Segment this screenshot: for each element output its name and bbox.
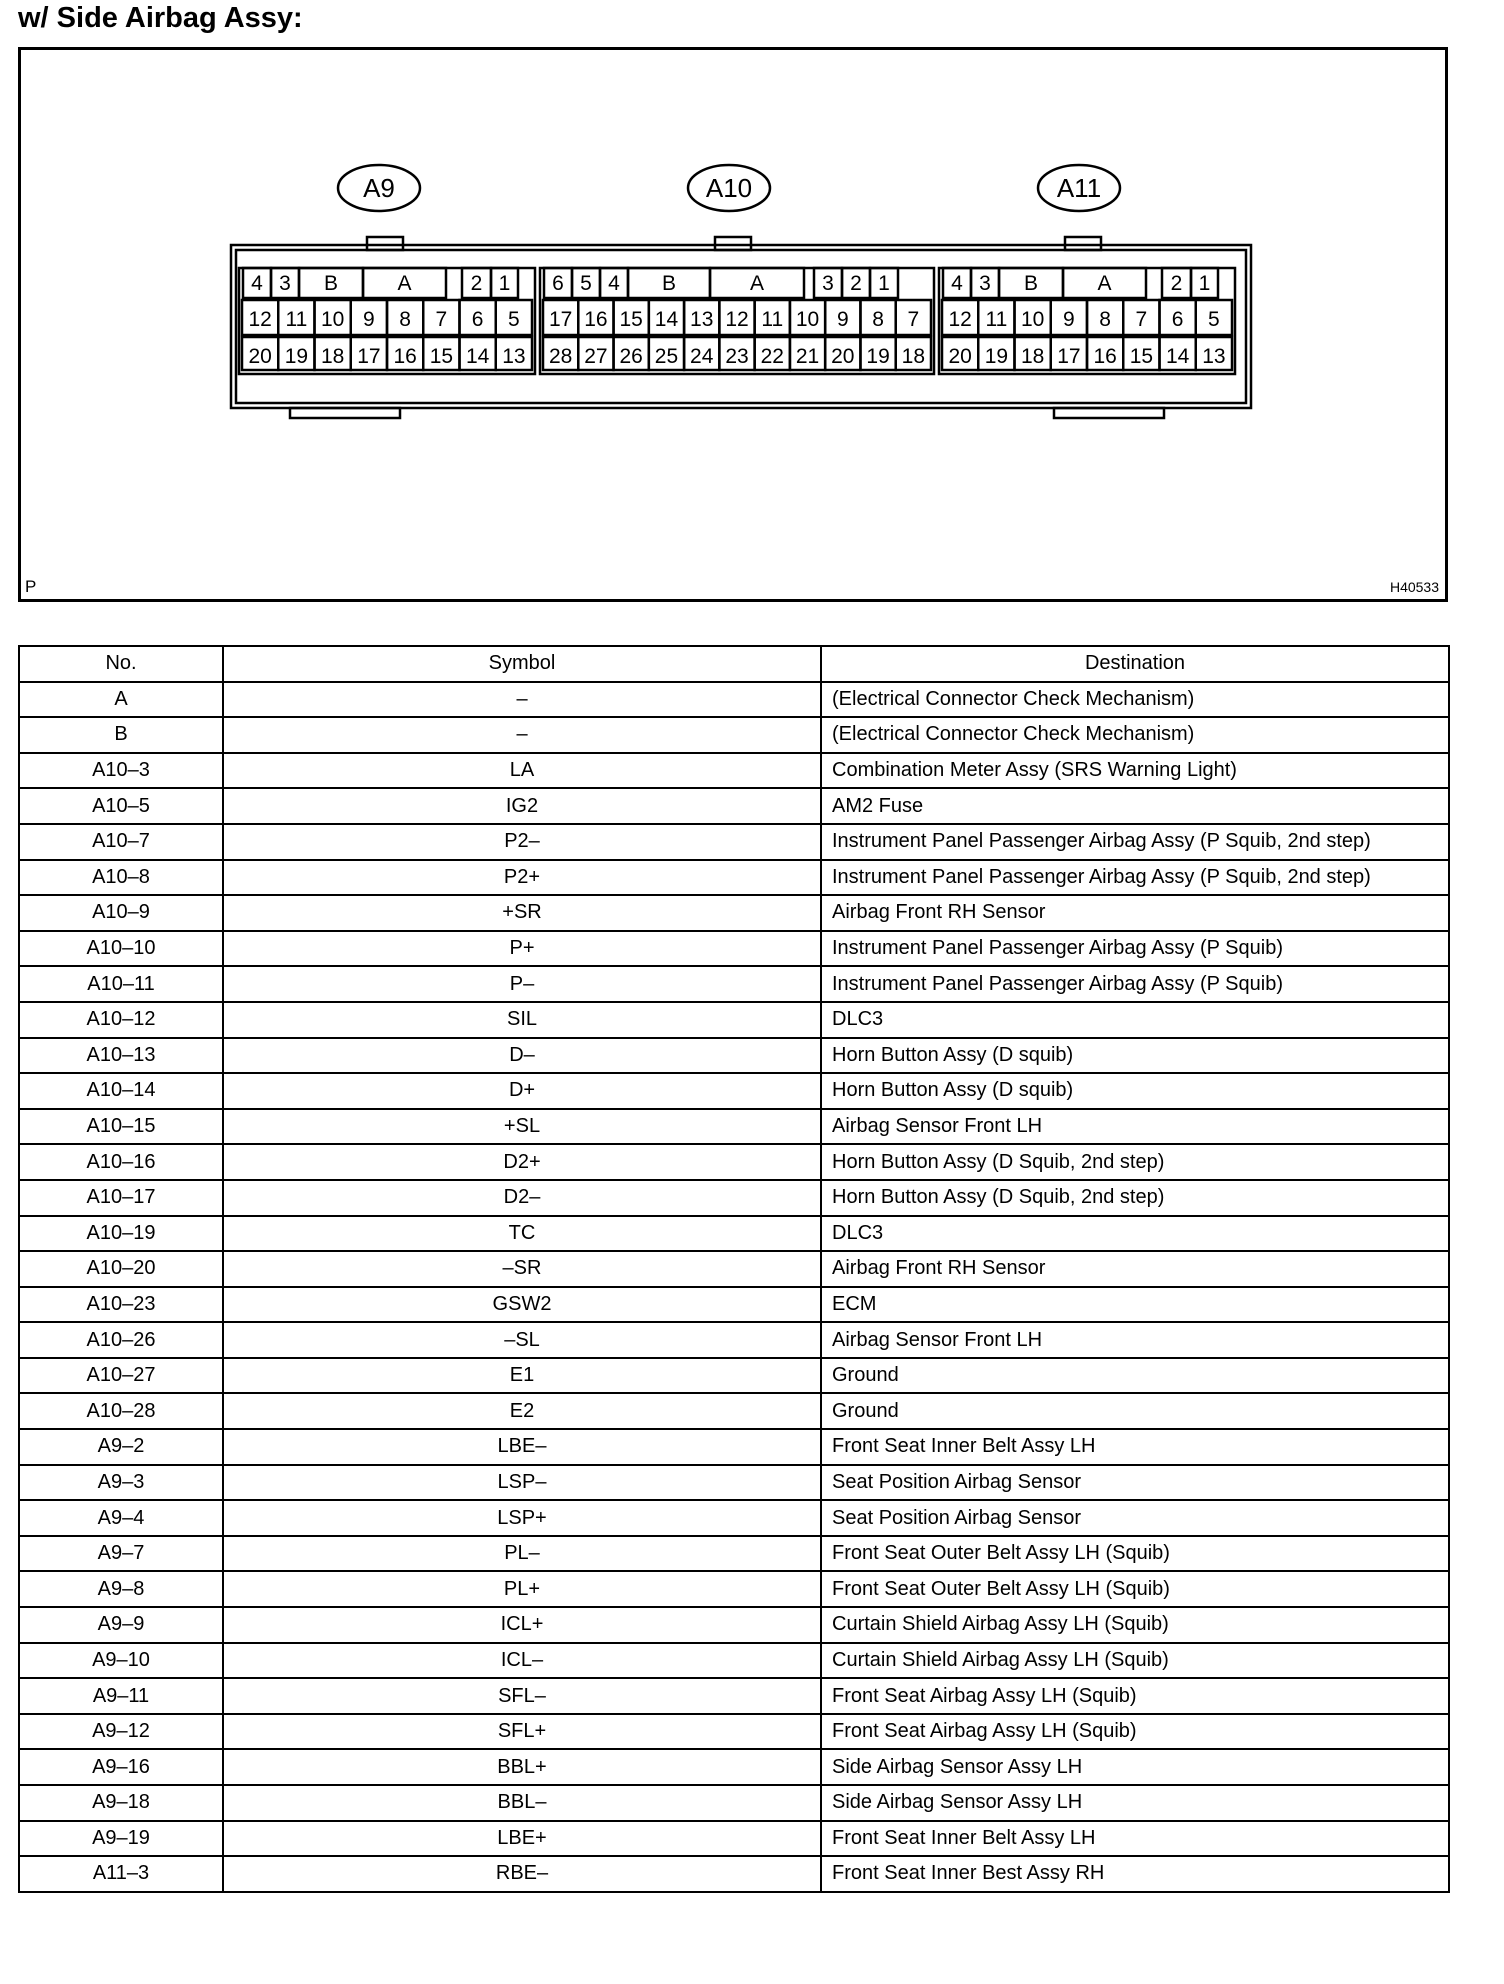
table-row: [19, 1500, 1449, 1536]
table-row: [19, 1322, 1449, 1358]
table-row: [19, 1607, 1449, 1643]
cell-symbol: P2–: [223, 824, 821, 860]
connector-bottom-tab: [290, 408, 400, 418]
table-row: [19, 1038, 1449, 1074]
table-row: [19, 1536, 1449, 1572]
table-row: [19, 1785, 1449, 1821]
cell-destination: Front Seat Inner Best Assy RH: [821, 1856, 1449, 1892]
cell-symbol: BBL–: [223, 1785, 821, 1821]
cell-symbol: E1: [223, 1358, 821, 1394]
table-row: [19, 682, 1449, 718]
cell-symbol: ICL+: [223, 1607, 821, 1643]
cell-destination: Airbag Front RH Sensor: [821, 1251, 1449, 1287]
cell-symbol: RBE–: [223, 1856, 821, 1892]
cell-destination: Horn Button Assy (D Squib, 2nd step): [821, 1180, 1449, 1216]
connector-badge-label: A11: [1056, 173, 1102, 203]
pin-label: 1: [1198, 272, 1211, 295]
cell-symbol: –: [223, 682, 821, 718]
pin-label: 3: [822, 272, 834, 295]
pin-label: 17: [548, 308, 573, 331]
cell-destination: DLC3: [821, 1002, 1449, 1038]
cell-destination: Front Seat Inner Belt Assy LH: [821, 1821, 1449, 1857]
table-row: [19, 1216, 1449, 1252]
cell-destination: Front Seat Airbag Assy LH (Squib): [821, 1714, 1449, 1750]
cell-symbol: –SL: [223, 1322, 821, 1358]
pin-label: 6: [471, 308, 484, 331]
pin-label: 26: [619, 345, 643, 368]
table-row: [19, 788, 1449, 824]
pin-label: 11: [761, 308, 784, 331]
cell-no: A10–27: [19, 1358, 223, 1394]
pin-label: 9: [836, 308, 849, 331]
cell-destination: Instrument Panel Passenger Airbag Assy (P Squib): [821, 966, 1449, 1002]
cell-no: A10–16: [19, 1144, 223, 1180]
table-row: [19, 1287, 1449, 1323]
connector-latch: [367, 237, 403, 250]
pin-label: 8: [1099, 308, 1111, 331]
pin-label: A: [749, 272, 765, 295]
cell-no: A10–26: [19, 1322, 223, 1358]
pin-label: 18: [1020, 345, 1045, 368]
pin-label: 8: [872, 308, 884, 331]
table-row: [19, 824, 1449, 860]
pin-label: 8: [399, 308, 411, 331]
table-row: [19, 717, 1449, 753]
table-row: [19, 860, 1449, 896]
cell-symbol: ICL–: [223, 1643, 821, 1679]
cell-no: A10–15: [19, 1109, 223, 1145]
pin-label: 5: [508, 308, 520, 331]
connector-latch: [715, 237, 751, 250]
cell-no: A9–4: [19, 1500, 223, 1536]
pin-label: 11: [285, 308, 308, 331]
cell-no: A10–19: [19, 1216, 223, 1252]
pin-label: 25: [654, 345, 679, 368]
pin-label: 7: [1135, 308, 1148, 331]
cell-symbol: D–: [223, 1038, 821, 1074]
cell-symbol: PL–: [223, 1536, 821, 1572]
pin-label: 16: [584, 308, 608, 331]
cell-no: A9–18: [19, 1785, 223, 1821]
cell-no: A: [19, 682, 223, 718]
cell-symbol: +SL: [223, 1109, 821, 1145]
cell-symbol: LA: [223, 753, 821, 789]
pin-label: 15: [619, 308, 643, 331]
table-row: [19, 1073, 1449, 1109]
pin-label: 19: [866, 345, 890, 368]
pin-label: 2: [470, 272, 483, 295]
cell-no: A9–7: [19, 1536, 223, 1572]
table-row: [19, 1002, 1449, 1038]
pin-label: 21: [795, 345, 820, 368]
cell-symbol: LSP+: [223, 1500, 821, 1536]
cell-destination: Front Seat Inner Belt Assy LH: [821, 1429, 1449, 1465]
pin-label: 15: [1129, 345, 1154, 368]
pin-label: 19: [984, 345, 1009, 368]
table-row: [19, 753, 1449, 789]
pin-label: 13: [502, 345, 526, 368]
cell-symbol: PL+: [223, 1571, 821, 1607]
cell-symbol: SIL: [223, 1002, 821, 1038]
table-row: [19, 1465, 1449, 1501]
pin-label: 4: [951, 272, 963, 295]
pin-label: 13: [1202, 345, 1226, 368]
pin-label: B: [323, 272, 339, 295]
pin-label: B: [661, 272, 677, 295]
table-row: [19, 1856, 1449, 1892]
cell-no: A9–12: [19, 1714, 223, 1750]
cell-symbol: TC: [223, 1216, 821, 1252]
table-row: [19, 966, 1449, 1002]
pin-label: 10: [795, 308, 820, 331]
cell-destination: Horn Button Assy (D squib): [821, 1038, 1449, 1074]
cell-symbol: P2+: [223, 860, 821, 896]
cell-destination: ECM: [821, 1287, 1449, 1323]
corner-label: P: [25, 577, 37, 596]
connector-badge-label: A10: [705, 173, 753, 203]
header-symbol: Symbol: [223, 646, 821, 682]
pin-label: 16: [1093, 345, 1117, 368]
cell-symbol: P+: [223, 931, 821, 967]
pin-label: 1: [878, 272, 890, 295]
cell-no: A10–28: [19, 1393, 223, 1429]
cell-destination: Side Airbag Sensor Assy LH: [821, 1749, 1449, 1785]
header-destination: Destination: [821, 646, 1449, 682]
cell-destination: Instrument Panel Passenger Airbag Assy (P Squib, 2nd step): [821, 824, 1449, 860]
pin-label: 7: [907, 308, 920, 331]
pin-label: 10: [1020, 308, 1045, 331]
cell-no: A9–3: [19, 1465, 223, 1501]
pin-label: 18: [901, 345, 926, 368]
cell-symbol: D2+: [223, 1144, 821, 1180]
pin-label: B: [1023, 272, 1039, 295]
table-row: [19, 1180, 1449, 1216]
pin-label: 3: [979, 272, 991, 295]
cell-destination: Front Seat Outer Belt Assy LH (Squib): [821, 1536, 1449, 1572]
cell-destination: (Electrical Connector Check Mechanism): [821, 682, 1449, 718]
pin-label: 17: [357, 345, 381, 368]
cell-symbol: D2–: [223, 1180, 821, 1216]
connector-latch: [1065, 237, 1101, 250]
cell-no: A10–9: [19, 895, 223, 931]
cell-destination: Seat Position Airbag Sensor: [821, 1500, 1449, 1536]
cell-destination: Seat Position Airbag Sensor: [821, 1465, 1449, 1501]
cell-no: A10–7: [19, 824, 223, 860]
pin-label: 22: [760, 345, 784, 368]
pin-label: 3: [279, 272, 291, 295]
cell-symbol: E2: [223, 1393, 821, 1429]
pin-label: A: [397, 272, 412, 295]
pin-label: 4: [608, 272, 620, 295]
table-row: [19, 1144, 1449, 1180]
connector-bottom-tab: [1054, 408, 1164, 418]
figure-id: H40533: [1389, 579, 1439, 595]
pin-label: 12: [948, 308, 972, 331]
pin-label: 6: [552, 272, 564, 295]
cell-destination: Airbag Sensor Front LH: [821, 1109, 1449, 1145]
cell-symbol: LBE–: [223, 1429, 821, 1465]
cell-destination: Airbag Front RH Sensor: [821, 895, 1449, 931]
cell-symbol: BBL+: [223, 1749, 821, 1785]
cell-destination: Curtain Shield Airbag Assy LH (Squib): [821, 1643, 1449, 1679]
cell-destination: Instrument Panel Passenger Airbag Assy (P Squib, 2nd step): [821, 860, 1449, 896]
cell-symbol: GSW2: [223, 1287, 821, 1323]
pin-label: 23: [725, 345, 749, 368]
connector-diagram: [18, 47, 1448, 602]
table-row: [19, 1251, 1449, 1287]
cell-no: A9–9: [19, 1607, 223, 1643]
connector-badge-label: A9: [363, 173, 395, 203]
cell-no: A9–10: [19, 1643, 223, 1679]
cell-destination: (Electrical Connector Check Mechanism): [821, 717, 1449, 753]
table-row: [19, 1393, 1449, 1429]
cell-no: A10–10: [19, 931, 223, 967]
table-row: [19, 1109, 1449, 1145]
cell-destination: Ground: [821, 1358, 1449, 1394]
pin-label: 20: [948, 345, 972, 368]
cell-no: A10–11: [19, 966, 223, 1002]
cell-destination: Curtain Shield Airbag Assy LH (Squib): [821, 1607, 1449, 1643]
pin-label: 20: [248, 345, 272, 368]
pin-label: 12: [725, 308, 749, 331]
cell-no: A10–17: [19, 1180, 223, 1216]
cell-symbol: P–: [223, 966, 821, 1002]
cell-symbol: LSP–: [223, 1465, 821, 1501]
cell-symbol: –: [223, 717, 821, 753]
pin-label: 14: [465, 345, 490, 368]
pin-label: 27: [584, 345, 608, 368]
pin-label: 5: [1208, 308, 1220, 331]
pin-label: 5: [580, 272, 592, 295]
connector-diagram-svg: [21, 50, 1445, 599]
table-row: [19, 1358, 1449, 1394]
cell-destination: Side Airbag Sensor Assy LH: [821, 1785, 1449, 1821]
pin-label: 1: [498, 272, 511, 295]
cell-symbol: –SR: [223, 1251, 821, 1287]
cell-no: A9–11: [19, 1678, 223, 1714]
cell-destination: Front Seat Airbag Assy LH (Squib): [821, 1678, 1449, 1714]
pin-label: 24: [690, 345, 714, 368]
cell-destination: Combination Meter Assy (SRS Warning Light): [821, 753, 1449, 789]
pin-label: 4: [251, 272, 263, 295]
cell-no: A9–19: [19, 1821, 223, 1857]
cell-destination: Ground: [821, 1393, 1449, 1429]
pin-label: 2: [1170, 272, 1183, 295]
pin-label: 18: [320, 345, 345, 368]
cell-no: A10–12: [19, 1002, 223, 1038]
table-row: [19, 1749, 1449, 1785]
cell-destination: AM2 Fuse: [821, 788, 1449, 824]
header-no: No.: [19, 646, 223, 682]
cell-symbol: SFL–: [223, 1678, 821, 1714]
cell-no: A10–3: [19, 753, 223, 789]
pin-label: 28: [548, 345, 573, 368]
cell-no: A11–3: [19, 1856, 223, 1892]
cell-symbol: IG2: [223, 788, 821, 824]
cell-destination: Front Seat Outer Belt Assy LH (Squib): [821, 1571, 1449, 1607]
cell-no: A10–20: [19, 1251, 223, 1287]
pin-label: 20: [831, 345, 855, 368]
cell-no: A10–13: [19, 1038, 223, 1074]
cell-symbol: SFL+: [223, 1714, 821, 1750]
pin-label: 15: [429, 345, 454, 368]
pin-label: 17: [1057, 345, 1081, 368]
pin-label: 2: [850, 272, 862, 295]
pin-label: 11: [985, 308, 1008, 331]
pin-label: 6: [1171, 308, 1184, 331]
cell-no: A10–23: [19, 1287, 223, 1323]
pin-label: 14: [1165, 345, 1190, 368]
pin-label: 9: [1063, 308, 1075, 331]
cell-symbol: +SR: [223, 895, 821, 931]
cell-destination: Horn Button Assy (D Squib, 2nd step): [821, 1144, 1449, 1180]
pin-label: 9: [363, 308, 375, 331]
pin-label: 10: [320, 308, 345, 331]
pin-label: A: [1097, 272, 1112, 295]
cell-no: A9–8: [19, 1571, 223, 1607]
pin-label: 14: [654, 308, 679, 331]
pin-label: 13: [690, 308, 714, 331]
table-body: [19, 682, 1449, 1892]
cell-no: A9–16: [19, 1749, 223, 1785]
cell-symbol: LBE+: [223, 1821, 821, 1857]
table-row: [19, 1643, 1449, 1679]
cell-no: A10–14: [19, 1073, 223, 1109]
pin-label: 7: [435, 308, 448, 331]
cell-no: B: [19, 717, 223, 753]
cell-destination: Horn Button Assy (D squib): [821, 1073, 1449, 1109]
table-row: [19, 1714, 1449, 1750]
table-row: [19, 1821, 1449, 1857]
table-header-row: [19, 646, 1449, 682]
table-row: [19, 895, 1449, 931]
pin-label: 12: [248, 308, 272, 331]
cell-no: A10–8: [19, 860, 223, 896]
cell-no: A9–2: [19, 1429, 223, 1465]
cell-destination: Instrument Panel Passenger Airbag Assy (P Squib): [821, 931, 1449, 967]
pin-label: 19: [284, 345, 309, 368]
table-row: [19, 1678, 1449, 1714]
table-row: [19, 1571, 1449, 1607]
cell-no: A10–5: [19, 788, 223, 824]
table-row: [19, 1429, 1449, 1465]
pin-assignment-table: [18, 645, 1450, 1893]
cell-destination: DLC3: [821, 1216, 1449, 1252]
table-row: [19, 931, 1449, 967]
cell-symbol: D+: [223, 1073, 821, 1109]
page-title: w/ Side Airbag Assy:: [18, 2, 303, 34]
pin-label: 16: [393, 345, 417, 368]
cell-destination: Airbag Sensor Front LH: [821, 1322, 1449, 1358]
